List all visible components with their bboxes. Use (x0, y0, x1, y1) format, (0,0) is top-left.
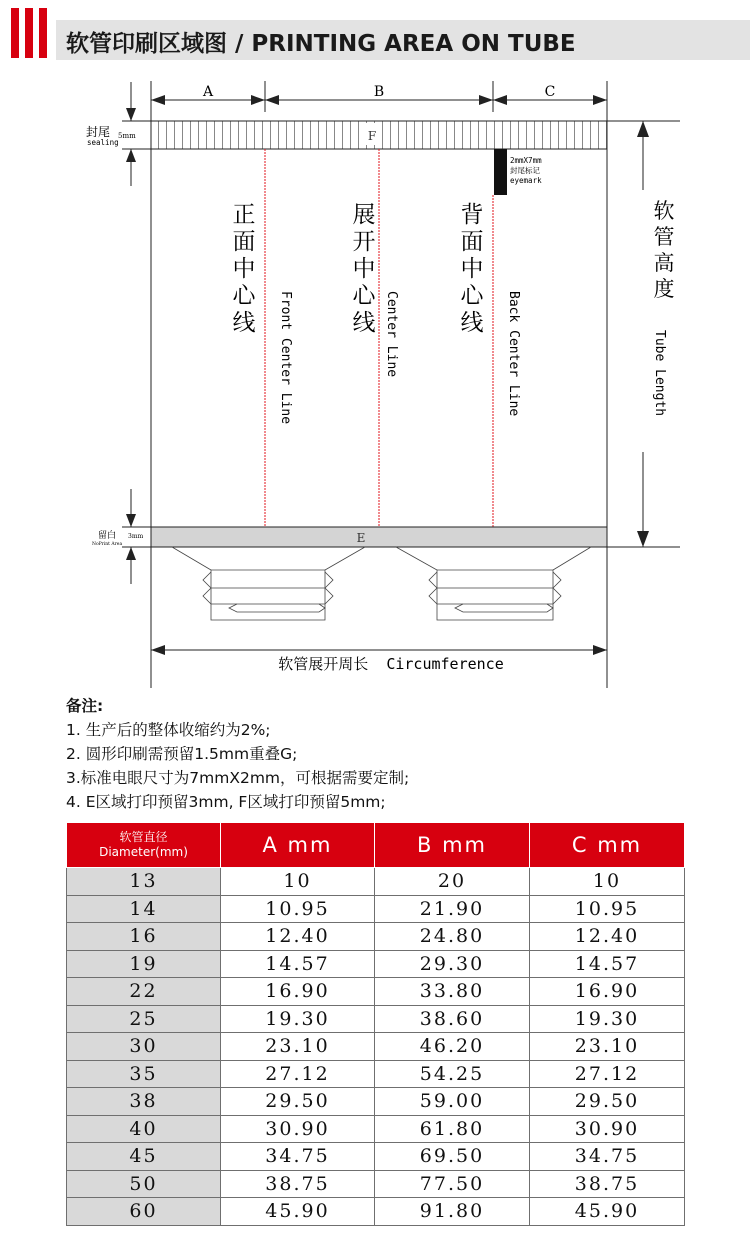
sealing-label-en: sealing (87, 138, 119, 147)
table-row (67, 1088, 685, 1116)
arrowhead (493, 95, 507, 105)
arrowhead (479, 95, 493, 105)
printing-area-diagram (0, 62, 750, 692)
tube-neck-left (172, 547, 365, 620)
area-e-label: E (356, 531, 366, 545)
cell-a: 12.40 (221, 923, 375, 951)
header-accent-bar (11, 8, 19, 58)
table-row (67, 1033, 685, 1061)
cell-a: 14.57 (221, 950, 375, 978)
header-diameter (67, 823, 221, 868)
back-cn-char: 线 (460, 310, 484, 336)
table-row (67, 895, 685, 923)
dim-a-label: A (202, 84, 214, 100)
center-cn-char: 中 (352, 256, 376, 282)
header-diameter-en: Diameter(mm) (99, 845, 188, 859)
cell-a: 16.90 (221, 978, 375, 1006)
notes-title: 备注: (66, 697, 104, 715)
front-cn-char: 中 (232, 256, 256, 282)
cell-a: 45.90 (221, 1198, 375, 1226)
cell-diameter: 19 (67, 950, 221, 978)
cell-b: 59.00 (375, 1088, 530, 1116)
cell-b: 38.60 (375, 1005, 530, 1033)
cell-a: 38.75 (221, 1170, 375, 1198)
cell-diameter: 50 (67, 1170, 221, 1198)
cell-a: 23.10 (221, 1033, 375, 1061)
center-line-label: Center Line (384, 291, 399, 378)
dim-b-label: B (373, 84, 385, 100)
arrowhead (126, 108, 136, 121)
noprint-area-e (151, 527, 607, 547)
page-title: 软管印刷区域图 / PRINTING AREA ON TUBE (66, 31, 576, 57)
front-center-line-label: Front Center Line (278, 291, 293, 425)
cell-diameter: 13 (67, 868, 221, 896)
section-header (0, 0, 750, 62)
cell-diameter: 16 (67, 923, 221, 951)
cell-a: 34.75 (221, 1143, 375, 1171)
cell-a: 19.30 (221, 1005, 375, 1033)
cell-b: 33.80 (375, 978, 530, 1006)
note-item: 1. 生产后的整体收缩约为2%; (66, 721, 271, 739)
length-cn-char: 管 (653, 225, 675, 249)
cell-c: 16.90 (530, 978, 685, 1006)
table-row (67, 1170, 685, 1198)
cell-b: 61.80 (375, 1115, 530, 1143)
cell-c: 23.10 (530, 1033, 685, 1061)
cell-diameter: 30 (67, 1033, 221, 1061)
cell-c: 38.75 (530, 1170, 685, 1198)
header-b: B mm (375, 823, 530, 868)
cell-c: 45.90 (530, 1198, 685, 1226)
length-cn-char: 度 (653, 277, 675, 301)
cell-diameter: 22 (67, 978, 221, 1006)
sealing-mm: 5mm (118, 132, 136, 140)
cell-c: 30.90 (530, 1115, 685, 1143)
table-row (67, 1060, 685, 1088)
back-cn-char: 背 (460, 202, 484, 228)
tube-length-label-en: Tube Length (652, 330, 667, 417)
noprint-label-cn: 留白 (98, 531, 117, 541)
cell-b: 91.80 (375, 1198, 530, 1226)
cell-diameter: 45 (67, 1143, 221, 1171)
notes-section (66, 694, 409, 814)
front-cn-char: 面 (232, 229, 256, 255)
back-cn-char: 中 (460, 256, 484, 282)
header-a: A mm (221, 823, 375, 868)
cell-a: 10 (221, 868, 375, 896)
arrowhead (637, 531, 649, 547)
cell-c: 19.30 (530, 1005, 685, 1033)
area-f-label: F (367, 129, 377, 143)
eyemark-cn: 封尾标记 (510, 166, 540, 175)
table-row (67, 1115, 685, 1143)
arrowhead (126, 149, 136, 162)
note-item: 3.标准电眼尺寸为7mmX2mm，可根据需要定制; (66, 769, 410, 787)
table-row (67, 868, 685, 896)
back-cn-char: 心 (460, 283, 484, 309)
length-cn-char: 高 (653, 251, 675, 275)
table-row (67, 1143, 685, 1171)
cell-diameter: 60 (67, 1198, 221, 1226)
cell-b: 24.80 (375, 923, 530, 951)
cell-c: 14.57 (530, 950, 685, 978)
cell-diameter: 40 (67, 1115, 221, 1143)
arrowhead (593, 645, 607, 655)
dim-c-label: C (544, 84, 556, 100)
table-row (67, 1005, 685, 1033)
cell-a: 27.12 (221, 1060, 375, 1088)
length-cn-char: 软 (653, 199, 675, 223)
arrowhead (126, 514, 136, 527)
circumference-label: 软管展开周长 Circumference (278, 655, 504, 673)
dimensions-table (66, 822, 685, 1226)
table-row (67, 978, 685, 1006)
cell-c: 34.75 (530, 1143, 685, 1171)
front-cn-char: 线 (232, 310, 256, 336)
center-cn-char: 线 (352, 310, 376, 336)
note-item: 4. E区域打印预留3mm, F区域打印预留5mm; (66, 793, 386, 811)
center-cn-char: 展 (352, 202, 376, 228)
arrowhead (151, 95, 165, 105)
arrowhead (265, 95, 279, 105)
note-item: 2. 圆形印刷需预留1.5mm重叠G; (66, 745, 298, 763)
back-cn-char: 面 (460, 229, 484, 255)
eyemark-en: eyemark (510, 176, 542, 185)
cell-c: 29.50 (530, 1088, 685, 1116)
cell-c: 27.12 (530, 1060, 685, 1088)
eyemark-size: 2mmX7mm (510, 156, 542, 165)
cell-c: 10 (530, 868, 685, 896)
arrowhead (151, 645, 165, 655)
arrowhead (637, 121, 649, 137)
cell-b: 29.30 (375, 950, 530, 978)
cell-a: 29.50 (221, 1088, 375, 1116)
cell-a: 10.95 (221, 895, 375, 923)
header-accent-bar (25, 8, 33, 58)
front-cn-char: 正 (232, 202, 256, 228)
sealing-label-cn: 封尾 (86, 125, 111, 139)
cell-a: 30.90 (221, 1115, 375, 1143)
cell-b: 21.90 (375, 895, 530, 923)
cell-b: 20 (375, 868, 530, 896)
arrowhead (126, 547, 136, 560)
table-row (67, 950, 685, 978)
table-header-row (67, 823, 685, 868)
cell-b: 69.50 (375, 1143, 530, 1171)
table-row (67, 1198, 685, 1226)
noprint-label-en: NoPrint Area (92, 542, 123, 547)
cell-diameter: 35 (67, 1060, 221, 1088)
center-cn-char: 开 (352, 229, 376, 255)
table-row (67, 923, 685, 951)
arrowhead (593, 95, 607, 105)
cell-c: 12.40 (530, 923, 685, 951)
front-cn-char: 心 (232, 283, 256, 309)
cell-b: 77.50 (375, 1170, 530, 1198)
arrowhead (251, 95, 265, 105)
center-cn-char: 心 (352, 283, 376, 309)
header-c: C mm (530, 823, 685, 868)
cell-diameter: 38 (67, 1088, 221, 1116)
back-center-line-label: Back Center Line (506, 291, 521, 417)
noprint-mm: 3mm (128, 533, 144, 540)
header-accent-bar (39, 8, 47, 58)
eyemark-block (494, 149, 507, 195)
cell-b: 46.20 (375, 1033, 530, 1061)
tube-neck-right (396, 547, 591, 620)
cell-c: 10.95 (530, 895, 685, 923)
cell-diameter: 25 (67, 1005, 221, 1033)
cell-diameter: 14 (67, 895, 221, 923)
header-diameter-cn: 软管直径 (119, 830, 168, 844)
cell-b: 54.25 (375, 1060, 530, 1088)
